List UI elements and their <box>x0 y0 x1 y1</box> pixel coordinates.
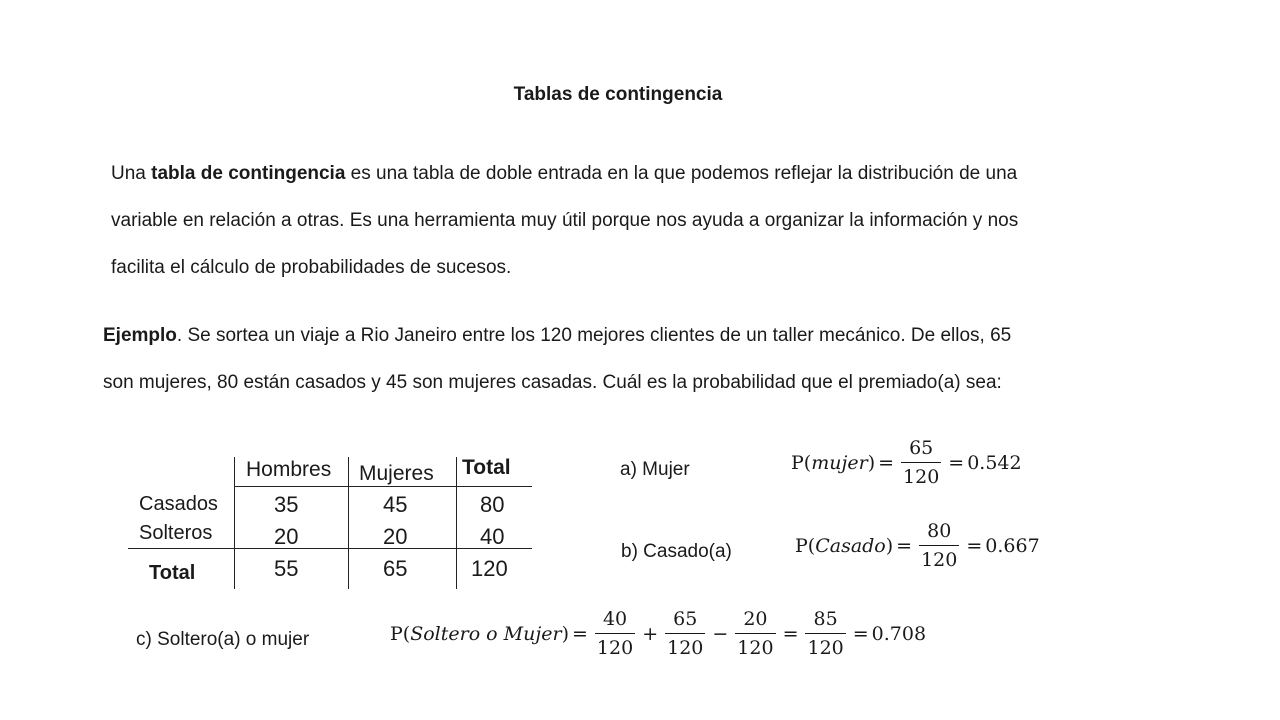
question-c-label: c) Soltero(a) o mujer <box>136 629 310 650</box>
cell-solteros-hombres: 20 <box>274 524 299 549</box>
cell-total-mujeres: 65 <box>383 556 408 581</box>
example-paragraph <box>103 312 1203 406</box>
formula-c-plus: + <box>642 622 659 645</box>
intro-term: tabla de contingencia <box>151 163 346 184</box>
table-divider-v1 <box>234 457 235 589</box>
formula-a-open: P( <box>791 451 812 474</box>
header-total: Total <box>462 456 511 479</box>
formula-a-eq2: = <box>948 451 965 474</box>
formula-c-num-1: 40 <box>602 608 628 630</box>
formula-b-den: 120 <box>919 545 959 571</box>
formula-c-num-4: 85 <box>813 608 838 630</box>
formula-c-open: P( <box>390 622 411 645</box>
formula-a-result: 0.542 <box>967 451 1022 474</box>
formula-b-eq1: = <box>896 534 913 557</box>
formula-b-fraction <box>919 520 959 571</box>
question-c-formula <box>390 608 926 659</box>
page-title: Tablas de contingencia <box>513 84 723 105</box>
example-label: Ejemplo <box>103 325 177 346</box>
formula-b-var: Casado <box>815 534 886 557</box>
formula-c-den-1: 120 <box>595 633 635 659</box>
intro-prefix: Una <box>111 163 152 184</box>
question-b-label: b) Casado(a) <box>621 541 732 562</box>
formula-c-result: 0.708 <box>871 622 927 645</box>
formula-c-minus: − <box>712 622 729 645</box>
formula-a-eq1: = <box>878 451 895 474</box>
cell-casados-hombres: 35 <box>274 492 299 517</box>
formula-a-close: ) <box>867 451 876 474</box>
table-divider-v3 <box>456 457 457 589</box>
formula-c-den-3: 120 <box>735 633 775 659</box>
formula-b-close: ) <box>885 534 894 557</box>
intro-line-1-rest: es una tabla de doble entrada en la que podemos reflejar la distribución de una <box>345 163 1018 184</box>
question-b-formula <box>795 520 1040 571</box>
row-label-solteros: Solteros <box>139 522 213 544</box>
formula-c-den-4: 120 <box>805 633 845 659</box>
formula-c-eq2: = <box>782 622 799 645</box>
formula-c-var: Soltero o Mujer <box>410 622 562 645</box>
formula-c-num-2: 65 <box>673 608 698 630</box>
formula-c-fraction-3 <box>735 608 775 659</box>
cell-total-total: 120 <box>471 556 508 581</box>
intro-line-1 <box>111 150 1191 197</box>
formula-b-result: 0.667 <box>985 534 1040 557</box>
formula-a-den: 120 <box>901 462 941 488</box>
question-a-formula <box>791 437 1022 488</box>
formula-c-den-2: 120 <box>665 633 705 659</box>
formula-a-num: 65 <box>909 437 934 459</box>
formula-c-eq3: = <box>852 622 869 645</box>
formula-c-num-3: 20 <box>743 608 768 630</box>
row-label-total: Total <box>149 562 196 584</box>
formula-a-var: mujer <box>811 451 868 474</box>
formula-b-num: 80 <box>927 520 952 542</box>
formula-c-eq1: = <box>572 622 588 645</box>
header-mujeres: Mujeres <box>359 462 434 485</box>
formula-c-fraction-4 <box>805 608 845 659</box>
intro-line-2: variable en relación a otras. Es una herramienta muy útil porque nos ayuda a organizar la información y nos <box>111 210 1019 231</box>
example-line-1 <box>103 312 1203 359</box>
cell-casados-mujeres: 45 <box>383 492 408 517</box>
formula-b-open: P( <box>795 534 816 557</box>
contingency-table <box>128 455 533 590</box>
table-divider-v2 <box>348 457 349 589</box>
table-divider-h1 <box>234 486 532 487</box>
formula-a-fraction <box>901 437 941 488</box>
intro-paragraph <box>111 150 1191 291</box>
example-line-2: son mujeres, 80 están casados y 45 son mujeres casadas. Cuál es la probabilidad que el premiado(a) sea: <box>103 372 1002 393</box>
cell-solteros-total: 40 <box>480 524 505 549</box>
table-divider-h2 <box>128 548 532 549</box>
formula-b-eq2: = <box>966 534 983 557</box>
intro-line-3: facilita el cálculo de probabilidades de sucesos. <box>111 257 512 278</box>
cell-total-hombres: 55 <box>274 556 299 581</box>
row-label-casados: Casados <box>139 493 218 515</box>
question-a-label: a) Mujer <box>620 459 690 480</box>
header-hombres: Hombres <box>246 458 332 481</box>
formula-c-close: ) <box>561 622 569 645</box>
formula-c-fraction-2 <box>665 608 705 659</box>
cell-casados-total: 80 <box>480 492 505 517</box>
example-line-1-rest: . Se sortea un viaje a Rio Janeiro entre los 120 mejores clientes de un taller mecánico. De ellos, 65 <box>176 325 1012 346</box>
formula-c-fraction-1 <box>595 608 635 659</box>
cell-solteros-mujeres: 20 <box>383 524 408 549</box>
